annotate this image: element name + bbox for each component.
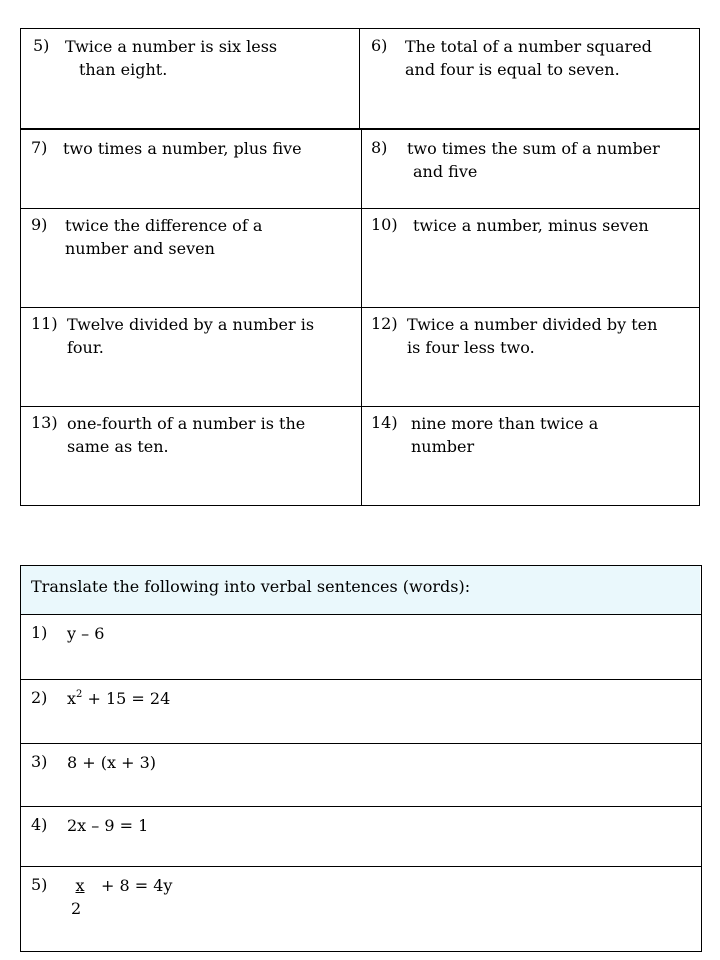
fraction-denominator: 2 [71, 899, 82, 918]
problem-number: 5) [33, 36, 50, 55]
problem-text-line: four. [67, 338, 104, 357]
problem-text-line: twice the difference of a [65, 216, 263, 235]
expression: 2x – 9 = 1 [67, 816, 149, 835]
fraction-numerator: x [75, 876, 85, 895]
expression: 8 + (x + 3) [67, 753, 157, 772]
problem-cell-5 [21, 29, 359, 129]
expression: y – 6 [67, 624, 105, 643]
problem-text-line: two times the sum of a number [407, 139, 660, 158]
expression-remainder: + 15 = 24 [82, 689, 171, 708]
problem-number: 8) [371, 138, 388, 157]
problem-text-line: one-fourth of a number is the [67, 414, 306, 433]
expression-number: 1) [31, 623, 48, 642]
expression [67, 687, 170, 710]
problem-number: 7) [31, 138, 48, 157]
problem-text-line: number [411, 437, 475, 456]
expression-exponent: 2 [76, 689, 83, 700]
expression-row-4 [21, 807, 701, 866]
expression-row-2 [21, 680, 701, 743]
expression-row-3 [21, 744, 701, 806]
problem-text-line: and five [413, 162, 478, 181]
problem-cell-12 [363, 308, 699, 406]
problem-cell-7 [21, 129, 361, 208]
problem-text-line: is four less two. [407, 338, 535, 357]
table-header: Translate the following into verbal sentences (words): [31, 577, 471, 596]
expression-remainder: + 8 = 4y [101, 876, 173, 895]
problem-number: 11) [31, 314, 58, 333]
problem-cell-6 [361, 29, 699, 129]
problem-text-line: than eight. [79, 60, 168, 79]
problem-number: 13) [31, 413, 58, 432]
problem-table-top [20, 28, 700, 130]
problem-text-line: and four is equal to seven. [405, 60, 620, 79]
problem-number: 12) [371, 314, 398, 333]
problem-cell-13 [21, 407, 361, 505]
problem-number: 14) [371, 413, 398, 432]
expression-number: 3) [31, 752, 48, 771]
problem-text-line: The total of a number squared [405, 37, 652, 56]
problem-text-line: Twelve divided by a number is [67, 315, 315, 334]
problem-cell-11 [21, 308, 361, 406]
problem-text-line: nine more than twice a [411, 414, 599, 433]
problem-cell-9 [21, 209, 361, 307]
problem-cell-10 [363, 209, 699, 307]
expression-base: x [67, 689, 77, 708]
expression-number: 2) [31, 688, 48, 707]
problem-text-line: Twice a number divided by ten [407, 315, 658, 334]
problem-text-line: number and seven [65, 239, 215, 258]
problem-text-line: twice a number, minus seven [413, 216, 649, 235]
problem-table-middle [20, 128, 700, 506]
column-divider [361, 129, 362, 505]
expression-number: 5) [31, 875, 48, 894]
column-divider [359, 29, 360, 129]
expression-number: 4) [31, 815, 48, 834]
problem-text-line: two times a number, plus five [63, 139, 302, 158]
expression-row-1 [21, 615, 701, 679]
problem-number: 10) [371, 215, 398, 234]
problem-cell-8 [363, 129, 699, 208]
translate-table [20, 565, 702, 952]
problem-text-line: same as ten. [67, 437, 169, 456]
problem-cell-14 [363, 407, 699, 505]
problem-number: 9) [31, 215, 48, 234]
problem-number: 6) [371, 36, 388, 55]
expression-row-5 [21, 867, 701, 951]
problem-text-line: Twice a number is six less [65, 37, 278, 56]
